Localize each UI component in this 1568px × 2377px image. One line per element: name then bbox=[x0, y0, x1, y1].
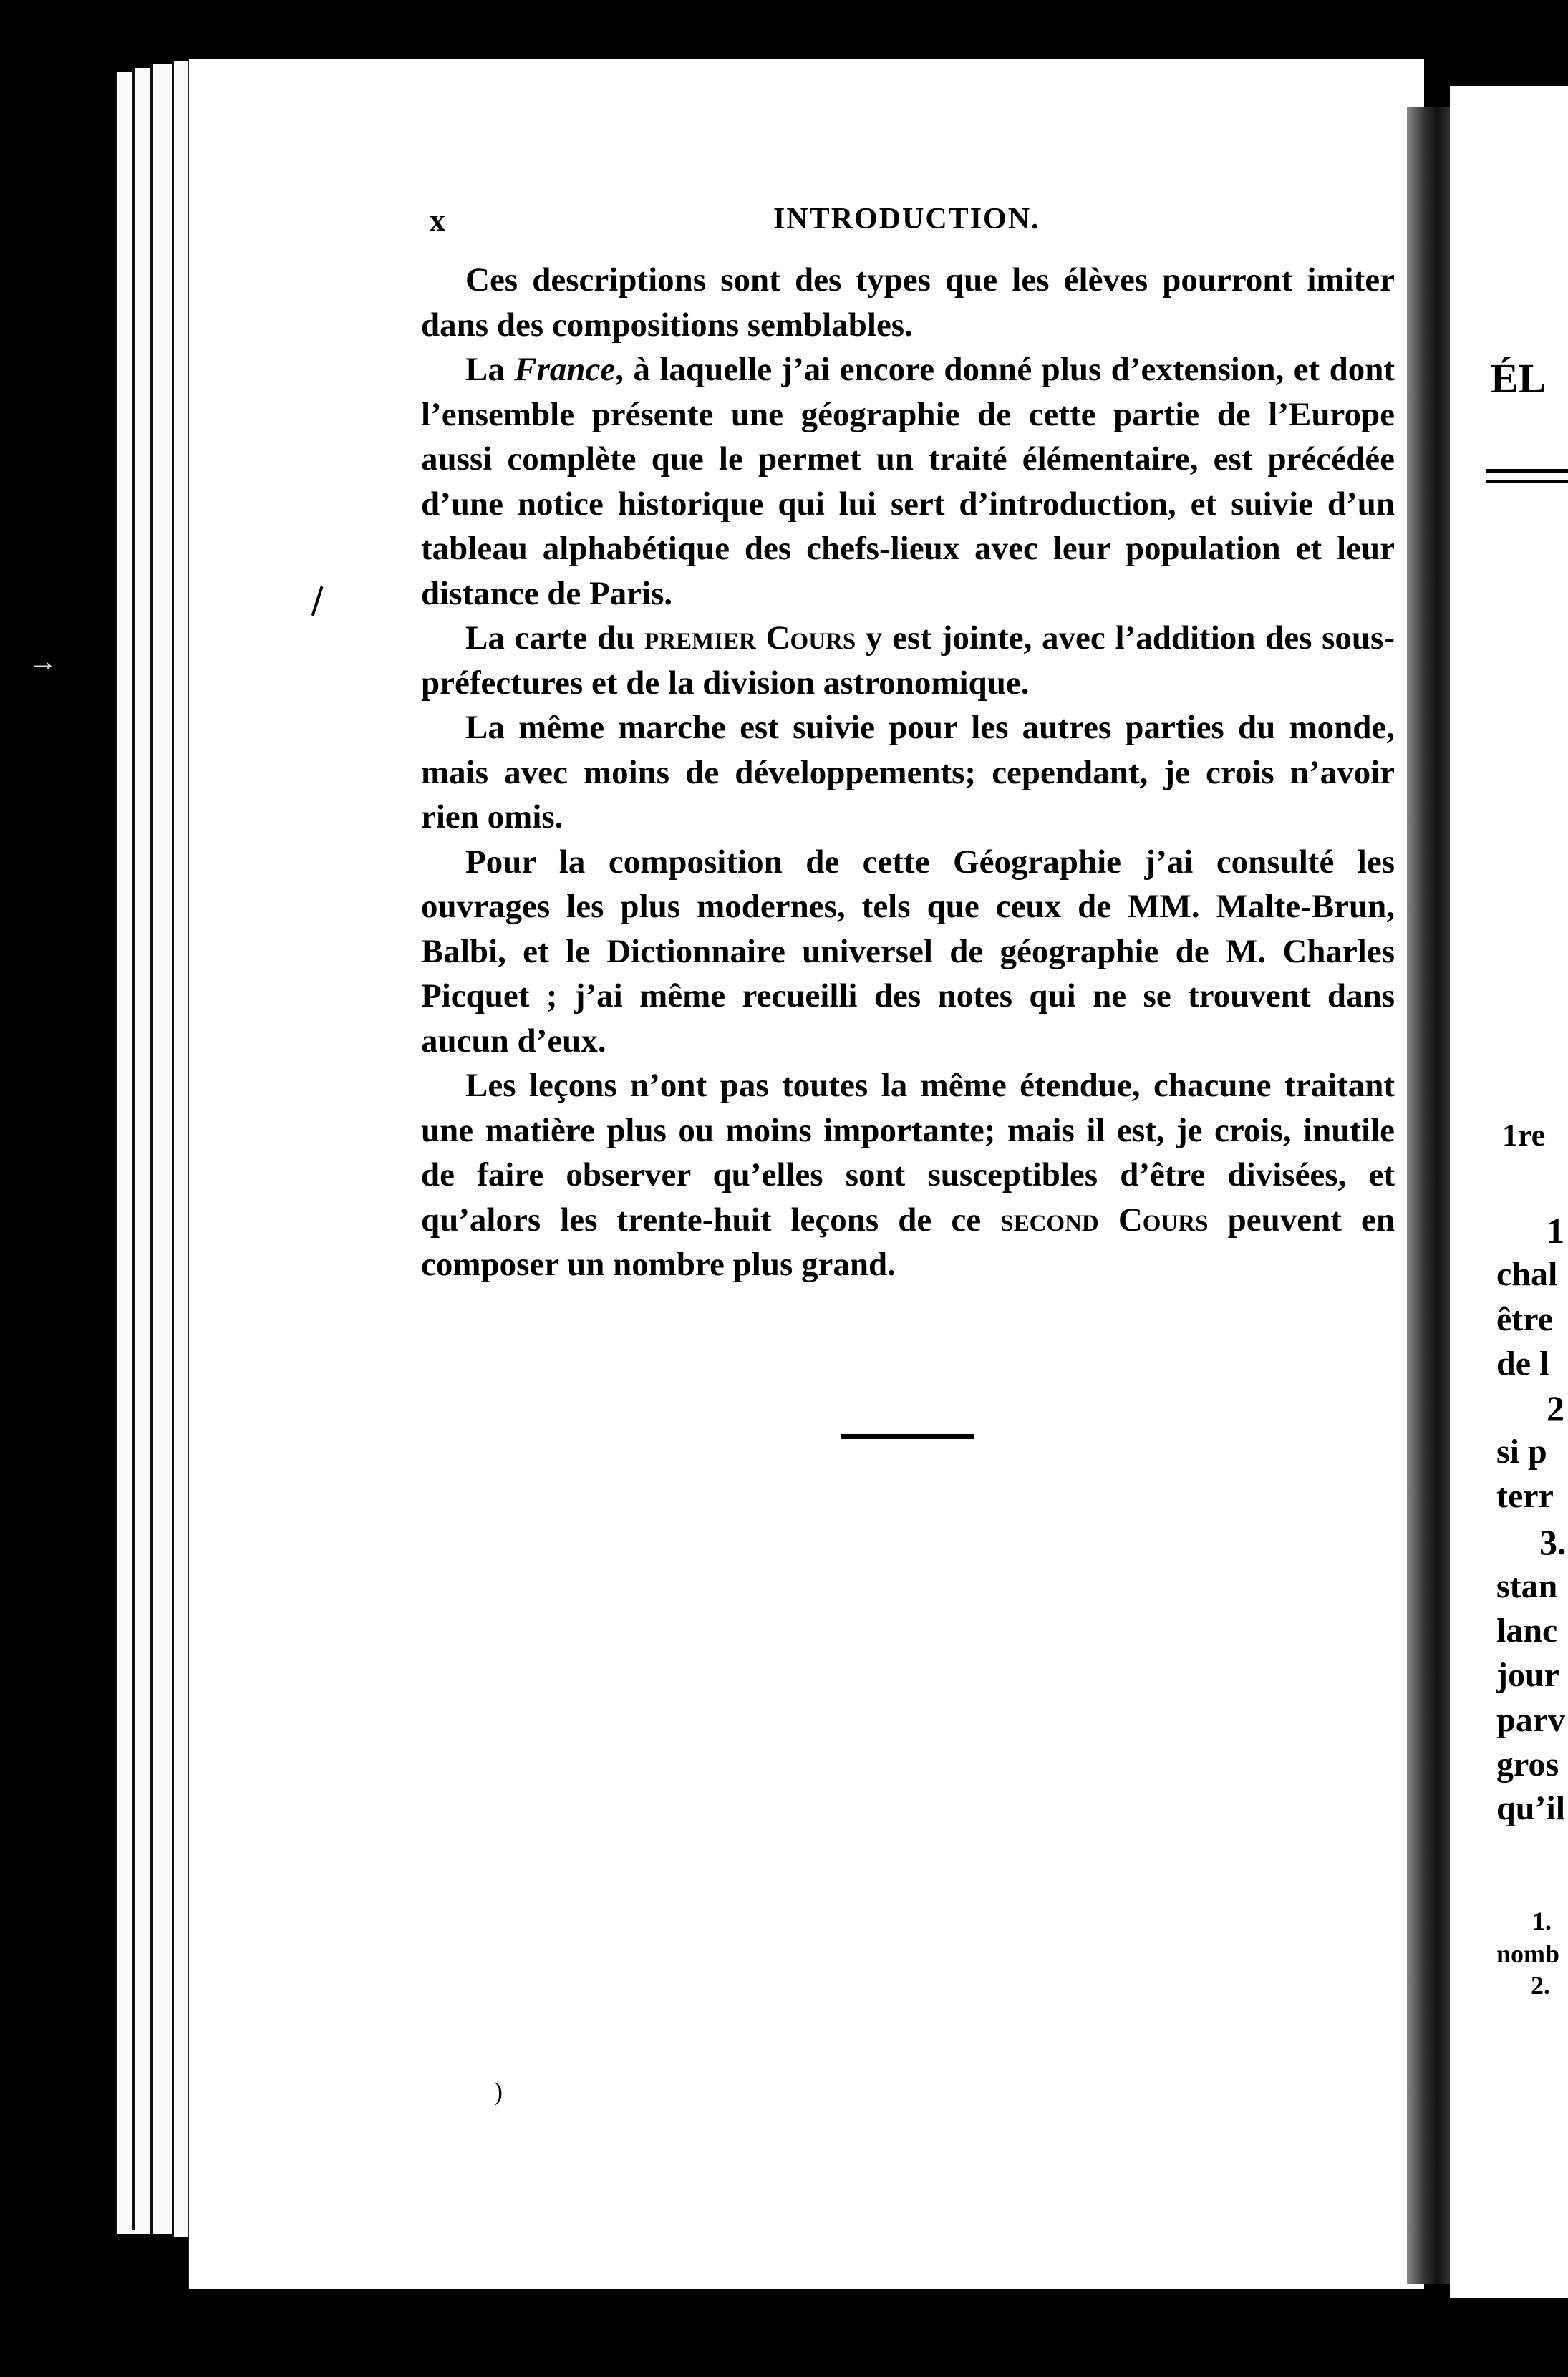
scan-artifact: ) bbox=[494, 2077, 503, 2106]
text-run: La carte du bbox=[465, 619, 645, 657]
text-run: La même marche est suivie pour les autres parties du monde, mais avec moins de développements; cependant, je crois n’avoir rien omis. bbox=[421, 709, 1395, 836]
text-run: y est jointe, avec l’addition des sous-préfectures et de la division astronomique. bbox=[421, 619, 1395, 702]
text-run: premier bbox=[644, 619, 756, 657]
right-page-fragment: si p bbox=[1496, 1433, 1547, 1471]
right-page-fragment: lanc bbox=[1496, 1612, 1558, 1650]
right-page-fragment: gros bbox=[1496, 1746, 1559, 1783]
paragraph bbox=[421, 258, 1395, 347]
paragraph bbox=[421, 616, 1395, 705]
right-page-fragment: de l bbox=[1496, 1345, 1549, 1383]
text-run: Cours bbox=[1118, 1201, 1209, 1239]
paragraph bbox=[421, 840, 1395, 1064]
right-page-fragment: 3. bbox=[1539, 1522, 1567, 1562]
right-page-fragment: ÉL bbox=[1491, 355, 1547, 402]
paragraph bbox=[421, 705, 1395, 840]
right-page-fragment: 2. bbox=[1531, 1971, 1550, 2000]
text-run bbox=[756, 619, 766, 657]
text-run: Ces descriptions sont des types que les élèves pourront imiter dans des compositions semblables. bbox=[421, 261, 1395, 344]
right-page-fragment: jour bbox=[1496, 1656, 1559, 1694]
text-run: Cours bbox=[765, 619, 856, 657]
text-run: , à laquelle j’ai encore donné plus d’extension, et dont l’ensemble présente une géographie de cette partie de l’Europe aussi complète que le permet un traité élémentaire, est précédée d’une notice historique qui lui sert d’introduction, et suivie d’un tableau alphabétique des chefs-lieux avec leur population et leur distance de Paris. bbox=[421, 351, 1395, 612]
right-page-rule bbox=[1486, 480, 1568, 483]
text-run: La bbox=[465, 351, 515, 388]
right-page-fragment: 1re bbox=[1502, 1118, 1546, 1153]
right-page-fragment: 1. bbox=[1532, 1907, 1552, 1935]
paragraph bbox=[421, 347, 1395, 616]
right-page-fragment: qu’il bbox=[1496, 1789, 1566, 1827]
right-page-fragment: chal bbox=[1496, 1255, 1558, 1293]
right-page-fragment: être bbox=[1496, 1300, 1554, 1338]
introduction-body bbox=[421, 258, 1395, 1287]
scan-artifact: → bbox=[29, 645, 57, 677]
right-page-fragment: parv bbox=[1496, 1701, 1565, 1739]
page-number: x bbox=[430, 203, 445, 238]
text-run: second bbox=[1000, 1201, 1099, 1239]
right-page-fragment: 2 bbox=[1547, 1388, 1564, 1428]
right-page-fragment: stan bbox=[1496, 1567, 1558, 1605]
text-run: Pour la composition de cette Géographie j’ai consulté les ouvrages les plus modernes, tels que ceux de MM. Malte-Brun, Balbi, et le Dictionnaire universel de géographie de M. Charles Picquet ; j’ai même recueilli des notes qui ne se trouvent dans aucun d’eux. bbox=[421, 843, 1395, 1060]
text-run: peuvent en composer un nombre plus grand. bbox=[421, 1201, 1395, 1283]
right-page-fragment: 1 bbox=[1547, 1211, 1564, 1251]
right-page-fragment: nomb bbox=[1496, 1940, 1560, 1968]
text-run bbox=[1099, 1201, 1118, 1239]
text-run: France bbox=[514, 351, 616, 388]
text-run: Les leçons n’ont pas toutes la même étendue, chacune traitant une matière plus ou moins importante; mais il est, je crois, inutile de faire observer qu’elles sont susceptibles d’être divisées, et qu’alors les trente-huit leçons de ce bbox=[421, 1067, 1395, 1239]
section-end-rule bbox=[841, 1434, 974, 1439]
running-header: INTRODUCTION. bbox=[773, 203, 1040, 236]
right-page-rule bbox=[1486, 469, 1568, 473]
right-page-fragment: terr bbox=[1496, 1477, 1554, 1515]
scan-artifact: ∖ bbox=[294, 577, 337, 624]
paragraph bbox=[421, 1063, 1395, 1287]
